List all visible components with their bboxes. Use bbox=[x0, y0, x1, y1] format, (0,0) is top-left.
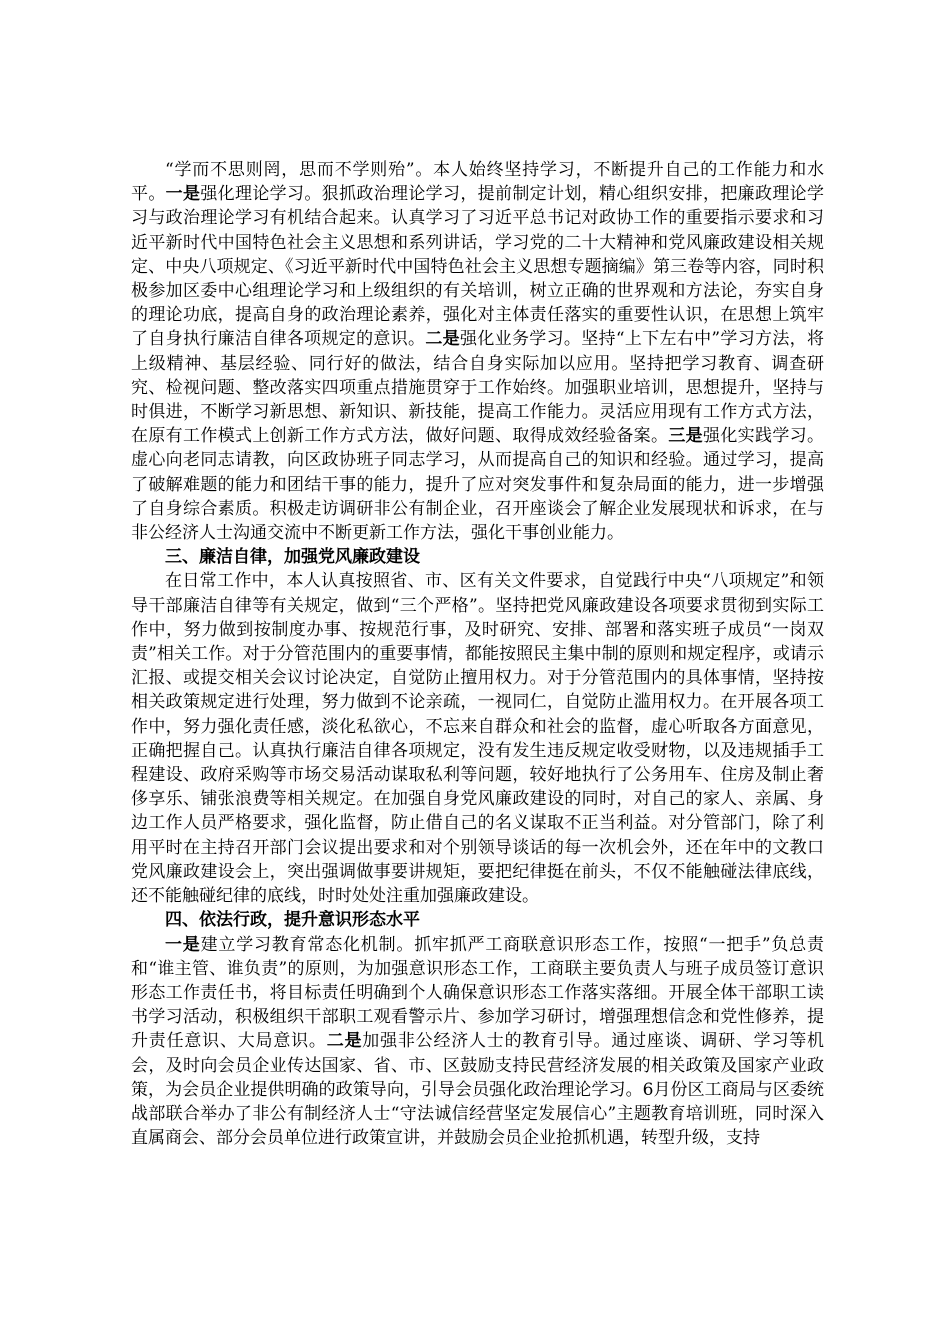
bold-run: 一是 bbox=[165, 184, 201, 205]
paragraph-law bbox=[131, 933, 824, 1151]
bold-run: 二是 bbox=[326, 1031, 363, 1052]
text-run: “学而不思则罔，思而不学则殆”。本人始终坚持学习，不断提升自己的工作能力和水平。 bbox=[131, 160, 824, 205]
bold-run: 二是 bbox=[425, 329, 460, 350]
text-run: 强化实践学习。虚心向老同志请教，向区政协班子同志学习，从而提高自己的知识和经验。通过学习，提高了破解难题的能力和团结干事的能力，提升了应对突发事件和复杂局面的能力，进一步增强了自身综合素质。积极走访调研非公有制企业，召开座谈会了解企业发展现状和诉求，在与非公经济人士沟通交流中不断更新工作方法，强化干事创业能力。 bbox=[131, 426, 825, 544]
bold-run: 三是 bbox=[668, 426, 704, 447]
text-run: 强化业务学习。坚持“上下左右中”学习方法，将上级精神、基层经验、同行好的做法，结合自身实际加以应用。坚持把学习教育、调查研究、检视问题、整改落实四项重点措施贯穿于工作始终。加强职业培训，思想提升，坚持与时俱进，不断学习新思想、新知识、新技能，提高工作能力。灵活应用现有工作方式方法，在原有工作模式上创新工作方式方法，做好问题、取得成效经验备案。 bbox=[131, 329, 825, 447]
section-heading-4: 四、依法行政，提升意识形态水平 bbox=[165, 910, 420, 931]
text-run: 建立学习教育常态化机制。抓牢抓严工商联意识形态工作，按照“一把手”负总责和“谁主管、谁负责”的原则，为加强意识形态工作，工商联主要负责人与班子成员签订意识形态工作责任书，将目标责任明确到个人确保意识形态工作落实落细。开展全体干部职工读书学习活动，积极组织干部职工观看警示片、参加学习研讨，增强理想信念和党性修养，提升责任意识、大局意识。 bbox=[131, 934, 824, 1052]
text-run: 强化理论学习。狠抓政治理论学习，提前制定计划，精心组织安排，把廉政理论学习与政治理论学习有机结合起来。认真学习了习近平总书记对政协工作的重要指示要求和习近平新时代中国特色社会主义思想和系列讲话，学习党的二十大精神和党风廉政建设相关规定、中央八项规定、《习近平新时代中国特色社会主义思想专题摘编》第三卷等内容，同时积极参加区委中心组理论学习和上级组织的有关培训，树立正确的世界观和方法论，夯实自身的理论功底，提高自身的政治理论素养，强化对主体责任落实的重要性认识，在思想上筑牢了自身执行廉洁自律各项规定的意识。 bbox=[131, 184, 825, 350]
paragraph-study bbox=[131, 158, 824, 545]
paragraph-integrity: 在日常工作中，本人认真按照省、市、区有关文件要求，自觉践行中央“八项规定”和领导干部廉洁自律等有关规定，做到“三个严格”。坚持把党风廉政建设各项要求贯彻到实际工作中，努力做到按制度办事、按规范行事，及时研究、安排、部署和落实班子成员“一岗双责”相关工作。对于分管范围内的重要事情，都能按照民主集中制的原则和规定程序，或请示汇报、或提交相关会议讨论决定，自觉防止擅用权力。对于分管范围内的具体事情，坚持按相关政策规定进行处理，努力做到不论亲疏，一视同仁，自觉防止滥用权力。在开展各项工作中，努力强化责任感，淡化私欲心，不忘来自群众和社会的监督，虚心听取各方面意见，正确把握自己。认真执行廉洁自律各项规定，没有发生违反规定收受财物，以及违规插手工程建设、政府采购等市场交易活动谋取私利等问题，较好地执行了公务用车、住房及制止奢侈享乐、铺张浪费等相关规定。在加强自身党风廉政建设的同时，对自己的家人、亲属、身边工作人员严格要求，强化监督，防止借自己的名义谋取不正当利益。对分管部门，除了利用平时在主持召开部门会议提出要求和对个别领导谈话的每一次机会外，还在年中的文教口党风廉政建设会上，突出强调做事要讲规矩，要把纪律挺在前头，不仅不能触碰法律底线，还不能触碰纪律的底线，时时处处注重加强廉政建设。 bbox=[131, 571, 824, 907]
document-page bbox=[131, 158, 824, 1150]
text-run: 加强非公经济人士的教育引导。通过座谈、调研、学习等机会，及时向会员企业传达国家、省、市、区鼓励支持民营经济发展的相关政策及国家产业政策，为会员企业提供明确的政策导向，引导会员强化政治理论学习。6月份区工商局与区委统战部联合举办了非公有制经济人士“守法诚信经营坚定发展信心”主题教育培训班，同时深入直属商会、部分会员单位进行政策宣讲，并鼓励会员企业抢抓机遇，转型升级，支持 bbox=[131, 1031, 825, 1149]
section-heading-3: 三、廉洁自律，加强党风廉政建设 bbox=[165, 547, 420, 568]
bold-run: 一是 bbox=[165, 934, 201, 955]
